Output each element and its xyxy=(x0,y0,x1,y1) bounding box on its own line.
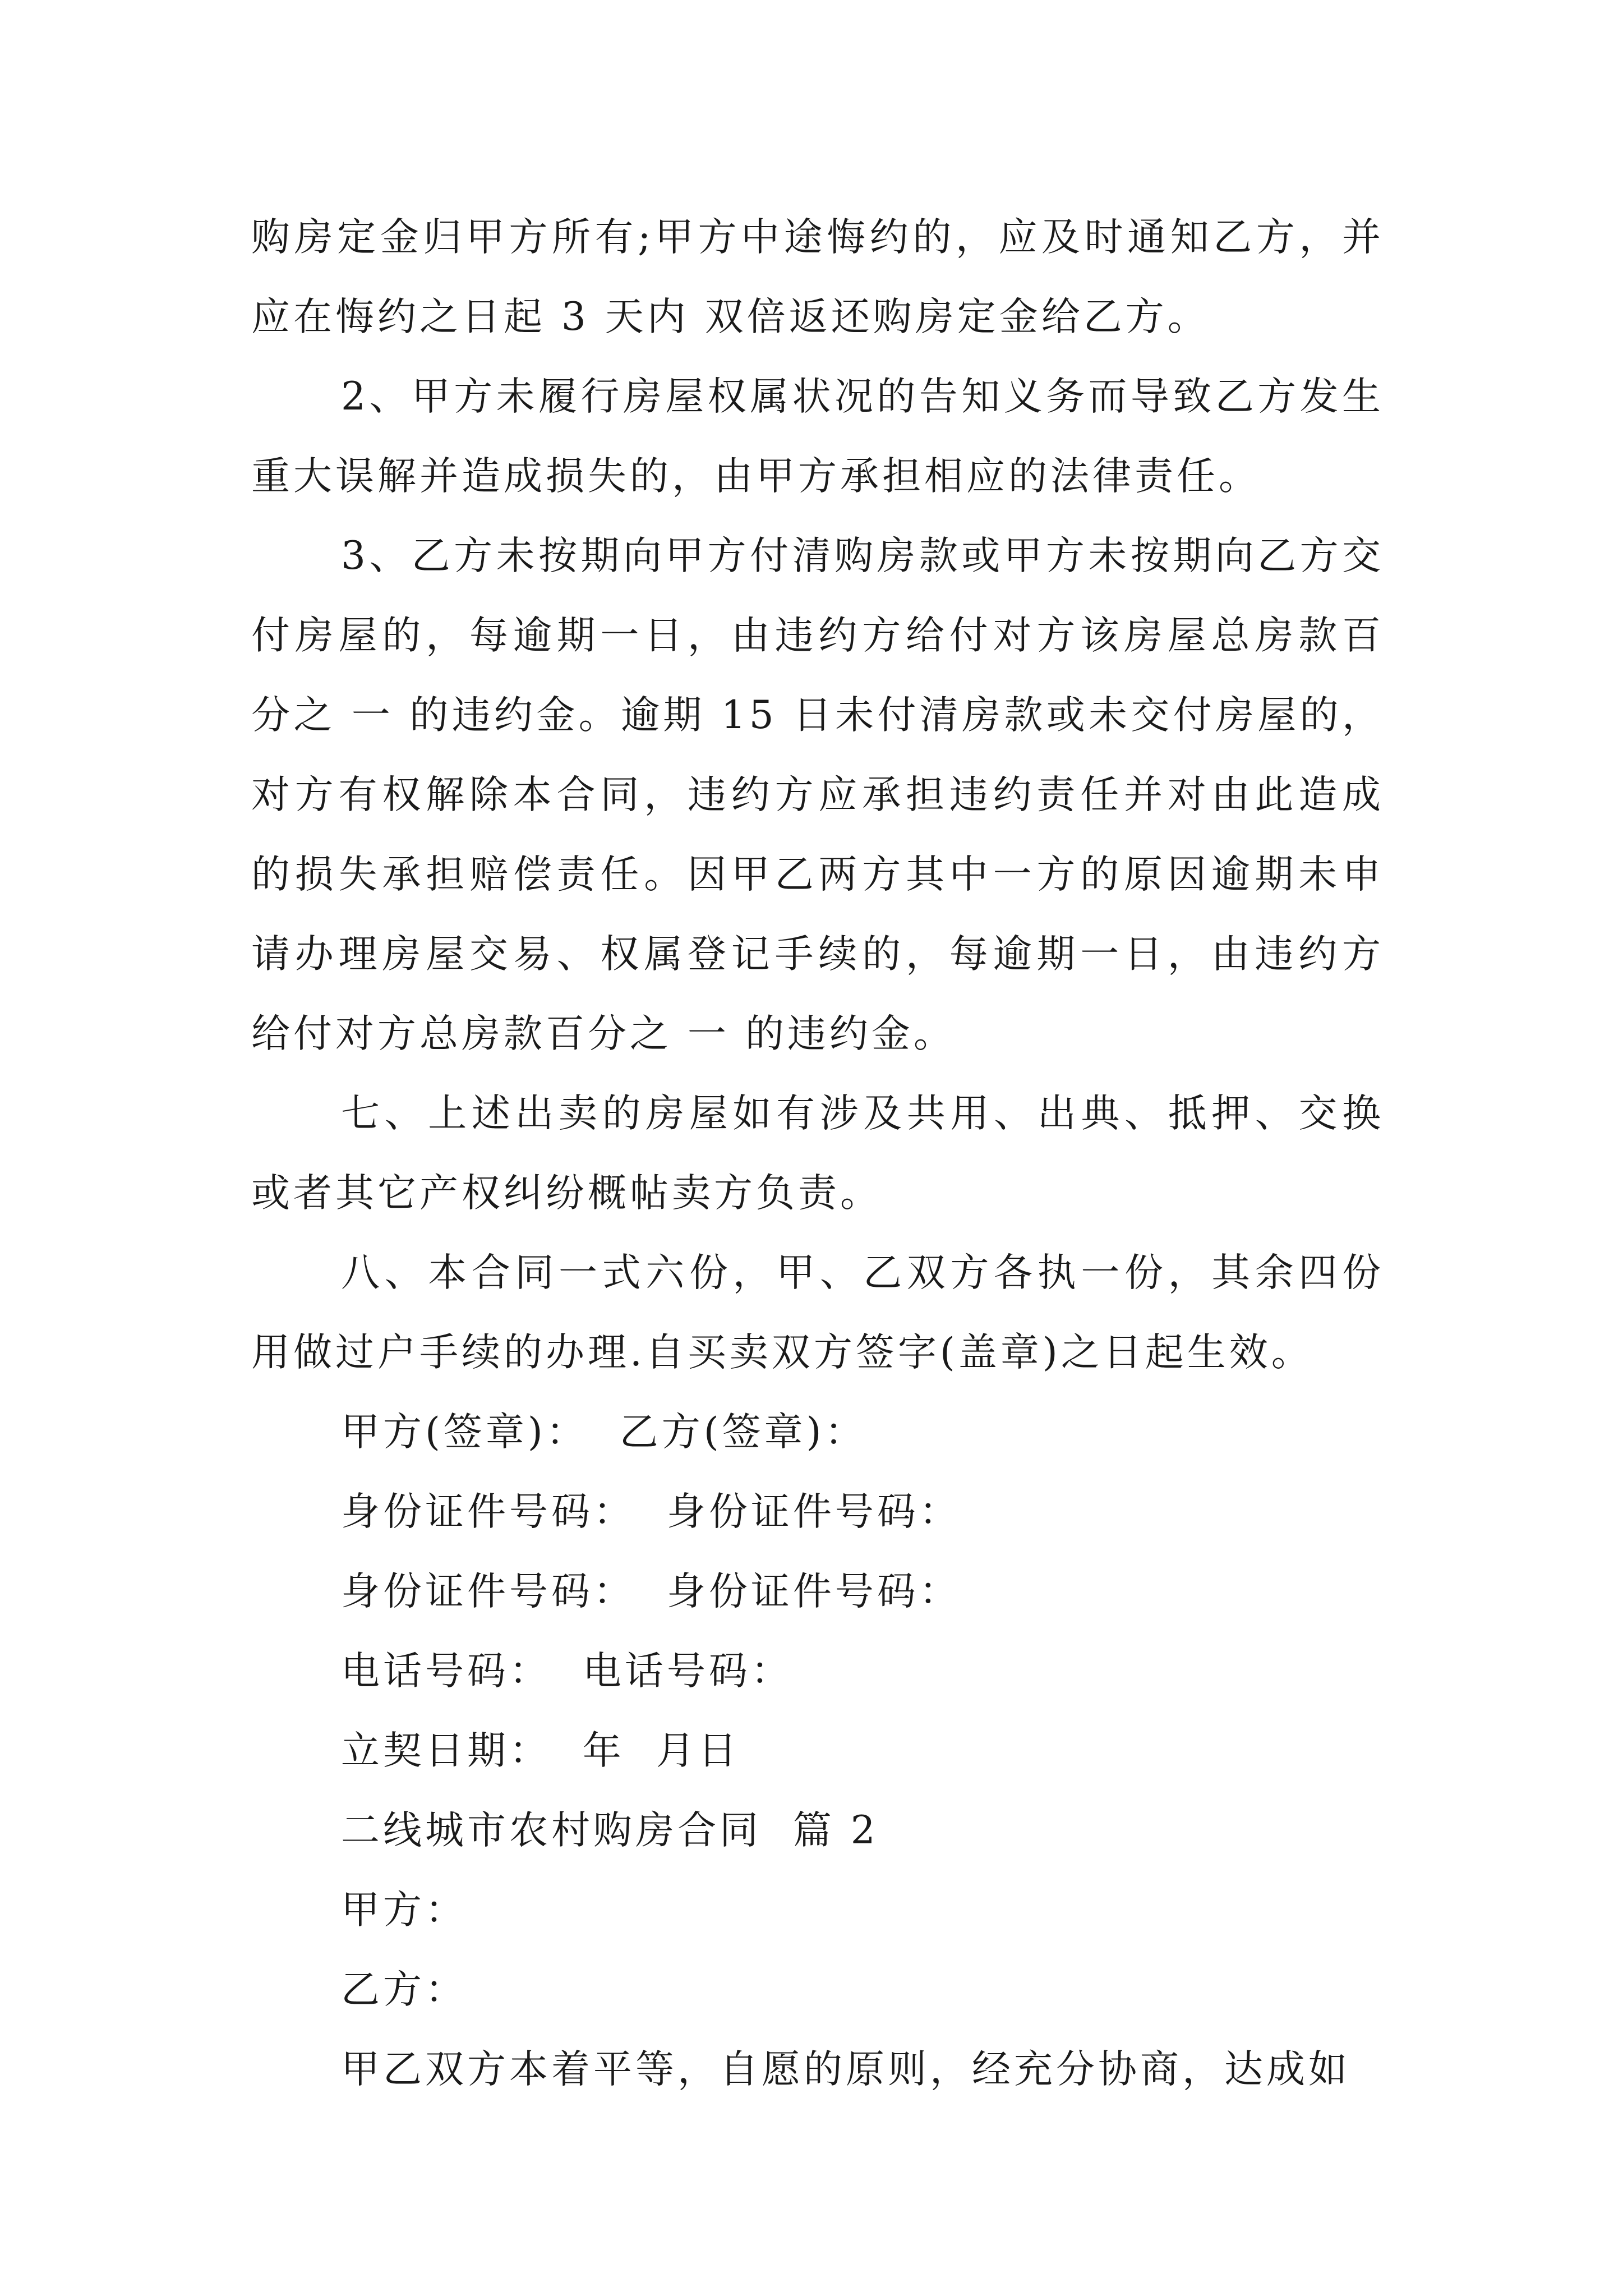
id-number-line: 身份证件号码： 身份证件号码： xyxy=(341,1489,961,1534)
party-a-label: 甲方： xyxy=(341,1888,467,1932)
paragraph-clause-3: 3、乙方未按期向甲方付清购房款或甲方未按期向乙方交付房屋的，每逾期一日，由违约方给付对方该房屋总房款百分之 一 的违约金。逾期 15 日未付清房款或未交付房屋的，对方有权解除本合同，违约方应承担违约责任并对由此造成的损失承担赔偿责任。因甲乙两方其中一方的原因逾期未申请办理房屋交易、权属登记手续的，每逾期一日，由违约方给付对方总房款百分之 一 的违约金。 xyxy=(251,533,1384,1056)
id-number-line: 身份证件号码： 身份证件号码： xyxy=(341,1569,961,1614)
section-title: 二线城市农村购房合同 篇 2 xyxy=(341,1808,879,1853)
paragraph-clause-2: 2、甲方未履行房屋权属状况的告知义务而导致乙方发生重大误解并造成损失的，由甲方承担相应的法律责任。 xyxy=(251,374,1384,499)
paragraph-deposit-clause: 购房定金归甲方所有;甲方中途悔约的，应及时通知乙方，并应在悔约之日起 3 天内 双倍返还购房定金给乙方。 xyxy=(251,215,1384,339)
signature-line: 甲方(签章)： 乙方(签章)： xyxy=(341,1410,867,1455)
paragraph-clause-8: 八、本合同一式六份，甲、乙双方各执一份，其余四份用做过户手续的办理.自买卖双方签字(盖章)之日起生效。 xyxy=(251,1250,1384,1375)
paragraph-clause-7: 七、上述出卖的房屋如有涉及共用、出典、抵押、交换或者其它产权纠纷概帖卖方负责。 xyxy=(251,1091,1384,1216)
phone-number-line: 电话号码： 电话号码： xyxy=(341,1649,793,1694)
paragraph-agreement-intro: 甲乙双方本着平等，自愿的原则，经充分协商，达成如 xyxy=(341,2047,1350,2092)
contract-date-line: 立契日期： 年 月日 xyxy=(341,1728,740,1773)
party-b-label: 乙方： xyxy=(341,1967,467,2012)
document-body xyxy=(251,197,1384,2109)
